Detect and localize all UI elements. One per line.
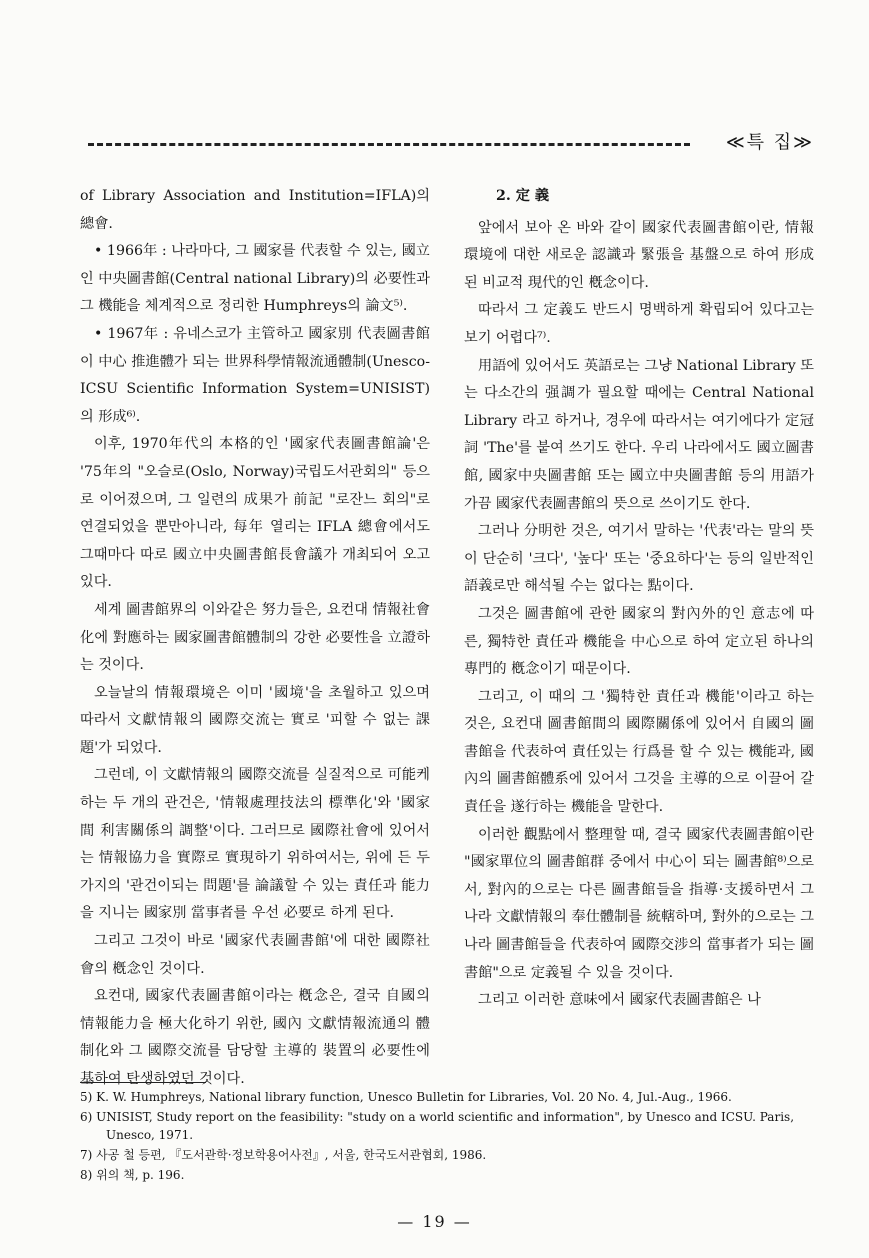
paragraph: 세계 圖書館界의 이와같은 努力들은, 요컨대 情報社會化에 對應하는 國家圖書館體制의 강한 必要性을 立證하는 것이다. (80, 601, 430, 674)
footnote-divider (80, 1082, 206, 1083)
section-heading: 2. 定 義 (496, 188, 550, 204)
paragraph: 이러한 觀點에서 整理할 때, 결국 國家代表圖書館이란 "國家單位의 圖書館群 중에서 中心이 되는 圖書館⁸⁾으로서, 對內的으로는 다른 圖書館들을 指導·支援하면서 그 나라 文獻情報의 奉仕體制를 統轄하며, 對外的으로는 그 나라 圖書館들을 代表하여 國際交涉의 當事者가 되는 圖書館"으로 定義될 수 있을 것이다. (464, 826, 814, 981)
paragraph: 이후, 1970年代의 本格的인 '國家代表圖書館論'은 '75年의 "오슬로(Oslo, Norway)국립도서관회의" 등으로 이어졌으며, 그 일련의 成果가 前記 "로잔느 회의"로 연결되었을 뿐만아니라, 每年 열리는 IFLA 總會에서도 그때마다 따로 國立中央圖書館長會議가 개최되어 오고 있다. (80, 436, 430, 591)
page-number: — 19 — (397, 1212, 472, 1231)
footnote: 6) UNISIST, Study report on the feasibility: "study on a world scientific and information", by Unesco and ICSU. Paris, Unesco, 1971. (80, 1110, 795, 1142)
footnotes (80, 1088, 812, 1186)
section-tag: ≪특 집≫ (725, 132, 814, 153)
paragraph: 요컨대, 國家代表圖書館이라는 槪念은, 결국 自國의 情報能力을 極大化하기 위한, 國內 文獻情報流通의 體制化와 그 國際交流를 담당할 主導的 裝置의 必要性에 基하여 탄생하였던 것이다. (80, 988, 430, 1087)
paragraph: 그리고 이러한 意味에서 國家代表圖書館은 나 (478, 992, 761, 1009)
paragraph: 그리고, 이 때의 그 '獨特한 責任과 機能'이라고 하는 것은, 요컨대 圖書館間의 國際關係에 있어서 自國의 圖書館을 代表하여 責任있는 行爲를 할 수 있는 機能과, 國內의 圖書館體系에 있어서 그것을 主導的으로 이끌어 갈 責任을 遂行하는 機能을 말한다. (464, 688, 814, 816)
paragraph: of Library Association and Institution=IFLA)의 總會. (80, 188, 430, 232)
right-column (464, 183, 814, 1015)
header-dashed-rule (88, 143, 690, 146)
paragraph: • 1966年 : 나라마다, 그 國家를 代表할 수 있는, 國立인 中央圖書館(Central national Library)의 必要性과 그 機能을 체계적으로 정리한 Humphreys의 論文⁵⁾. (80, 243, 430, 315)
footnote: 8) 위의 책, p. 196. (80, 1168, 185, 1182)
left-column (80, 183, 430, 1094)
paragraph: 따라서 그 定義도 반드시 명백하게 확립되어 있다고는 보기 어렵다⁷⁾. (464, 302, 814, 346)
paragraph: 앞에서 보아 온 바와 같이 國家代表圖書館이란, 情報環境에 대한 새로운 認識과 緊張을 基盤으로 하여 形成된 비교적 現代的인 槪念이다. (464, 219, 814, 291)
footnote: 7) 사공 철 등편, 『도서관학·정보학용어사전』, 서울, 한국도서관협회, 1986. (80, 1148, 487, 1162)
running-header (88, 128, 814, 158)
paragraph: 그리고 그것이 바로 '國家代表圖書館'에 대한 國際社會의 槪念인 것이다. (80, 933, 430, 977)
paragraph: • 1967年 : 유네스코가 主管하고 國家別 代表圖書館이 中心 推進體가 되는 世界科學情報流通體制(Unesco-ICSU Scientific Information System=UNISIST)의 形成⁶⁾. (80, 325, 430, 425)
paragraph: 그것은 圖書館에 관한 國家의 對內外的인 意志에 따른, 獨特한 責任과 機能을 中心으로 하여 定立된 하나의 專門的 槪念이기 때문이다. (464, 605, 814, 678)
paragraph: 오늘날의 情報環境은 이미 '國境'을 초월하고 있으며 따라서 文獻情報의 國際交流는 實로 '피할 수 없는 課題'가 되었다. (80, 684, 430, 756)
paragraph: 用語에 있어서도 英語로는 그냥 National Library 또는 다소간의 强調가 필요할 때에는 Central National Library 라고 하거나, 경우에 따라서는 여기에다가 定冠詞 'The'를 붙여 쓰기도 한다. 우리 나라에서도 國立圖書館, 國家中央圖書館 또는 國立中央圖書館 등의 用語가 가끔 國家代表圖書館의 뜻으로 쓰이기도 한다. (464, 357, 814, 512)
footnote: 5) K. W. Humphreys, National library function, Unesco Bulletin for Libraries, Vol. 20 No. 4, Jul.-Aug., 1966. (80, 1090, 732, 1104)
paragraph: 그러나 分明한 것은, 여기서 말하는 '代表'라는 말의 뜻이 단순히 '크다', '높다' 또는 '중요하다'는 등의 일반적인 語義로만 해석될 수는 없다는 點이다. (464, 523, 814, 595)
paragraph: 그런데, 이 文獻情報의 國際交流를 실질적으로 可能케 하는 두 개의 관건은, '情報處理技法의 標準化'와 '國家間 利害關係의 調整'이다. 그러므로 國際社會에 있어서는 情報協力을 實際로 實現하기 위하여서는, 위에 든 두 가지의 '관건이되는 問題'를 論議할 수 있는 責任과 能力을 지니는 國家別 當事者를 우선 必要로 하게 된다. (80, 767, 430, 922)
